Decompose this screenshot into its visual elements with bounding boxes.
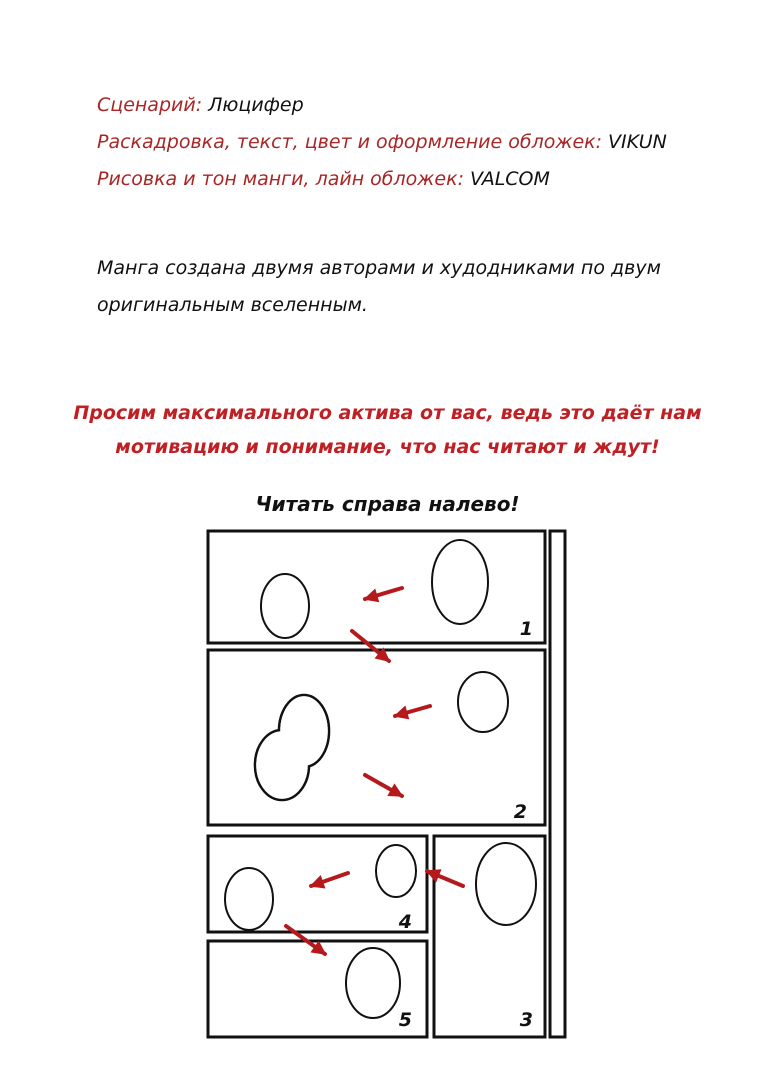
description-line: оригинальным вселенным. xyxy=(97,294,368,316)
credit-line-art xyxy=(97,161,667,198)
side-strip-panel xyxy=(550,531,565,1037)
credit-line-storyboard xyxy=(97,124,667,161)
speech-bubble xyxy=(476,843,536,925)
speech-bubble xyxy=(376,845,416,897)
speech-bubble-double-fill xyxy=(256,731,308,799)
speech-bubble xyxy=(458,672,508,732)
motivation-text xyxy=(0,396,775,464)
credit-person: Люцифер xyxy=(208,94,304,116)
credits-block xyxy=(97,87,667,198)
motivation-line: Просим максимального актива от вас, ведь это даёт нам xyxy=(73,402,702,424)
reading-order-diagram xyxy=(205,528,567,1042)
credit-person: VALCOM xyxy=(469,168,550,190)
speech-bubble xyxy=(261,574,309,638)
panel-1 xyxy=(208,531,545,643)
credit-role: Рисовка и тон манги, лайн обложек: xyxy=(97,168,464,190)
panel-number-2: 2 xyxy=(513,801,527,823)
panel-number-4: 4 xyxy=(398,911,412,933)
speech-bubble xyxy=(432,540,488,624)
credit-role: Сценарий: xyxy=(97,94,203,116)
credit-role: Раскадровка, текст, цвет и оформление обложек: xyxy=(97,131,603,153)
panel-number-1: 1 xyxy=(519,618,533,640)
panel-number-5: 5 xyxy=(398,1009,412,1031)
speech-bubble xyxy=(225,868,273,930)
motivation-line: мотивацию и понимание, что нас читают и ждут! xyxy=(115,436,660,458)
credit-line-scenario xyxy=(97,87,667,124)
reading-direction-note: Читать справа налево! xyxy=(255,492,520,516)
speech-bubble xyxy=(346,948,400,1018)
panel-number-3: 3 xyxy=(519,1009,533,1031)
description-line: Манга создана двумя авторами и худодниками по двум xyxy=(97,257,661,279)
credit-person: VIKUN xyxy=(608,131,667,153)
description-paragraph xyxy=(97,250,661,324)
